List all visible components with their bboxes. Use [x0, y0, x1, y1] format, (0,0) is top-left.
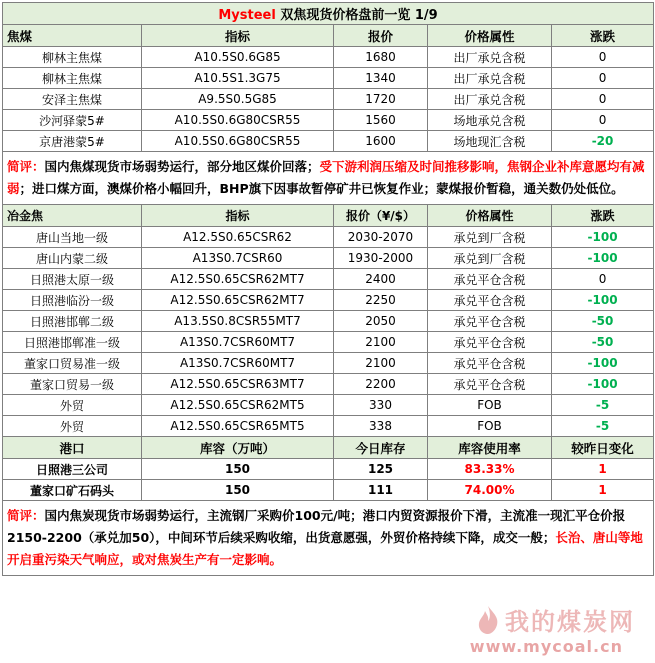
spec-cell: A12.5S0.65CSR63MT7	[142, 374, 334, 395]
flame-icon	[475, 605, 501, 635]
coking-coal-header-cell: 涨跌	[552, 25, 654, 47]
product-name: 安泽主焦煤	[3, 89, 142, 110]
met-coke-header-cell: 报价（¥/$）	[334, 205, 428, 227]
brand-name: Mysteel	[218, 8, 276, 23]
met-coke-header-cell: 涨跌	[552, 205, 654, 227]
table-row	[3, 311, 654, 332]
change-cell: -100	[552, 353, 654, 374]
change-cell: -20	[552, 131, 654, 152]
watermark-url: www.mycoal.cn	[469, 637, 623, 656]
port-name: 日照港三公司	[3, 459, 142, 480]
change-cell: 0	[552, 89, 654, 110]
price-cell: 2400	[334, 269, 428, 290]
coke-comment-text-a: 国内焦炭现货市场弱势运行，主流钢厂采购价100元/吨；港口内贸资源报价下滑，主流准一现汇平仓价报2150-2200（承兑加50），中间环节后续采购收缩，出货意愿强，外贸价格持续下降，成交一般；	[7, 508, 626, 545]
spec-cell: A10.5S1.3G75	[142, 68, 334, 89]
table-row	[3, 68, 654, 89]
spec-cell: A10.5S0.6G80CSR55	[142, 110, 334, 131]
table-row	[3, 89, 654, 110]
port-row	[3, 480, 654, 501]
product-name: 沙河驿蒙5#	[3, 110, 142, 131]
table-row	[3, 416, 654, 437]
table-row	[3, 290, 654, 311]
spec-cell: A13.5S0.8CSR55MT7	[142, 311, 334, 332]
price-cell: 2100	[334, 332, 428, 353]
attr-cell: 承兑平仓含税	[428, 269, 552, 290]
attr-cell: 承兑到厂含税	[428, 227, 552, 248]
port-header-cell: 港口	[3, 437, 142, 459]
title-text: 双焦现货价格盘前一览 1/9	[275, 8, 438, 23]
port-header-cell: 今日库存	[334, 437, 428, 459]
change-cell: 1	[552, 459, 654, 480]
product-name: 董家口贸易准一级	[3, 353, 142, 374]
table-row	[3, 374, 654, 395]
price-cell: 2200	[334, 374, 428, 395]
spec-cell: A12.5S0.65CSR65MT5	[142, 416, 334, 437]
attr-cell: 承兑平仓含税	[428, 332, 552, 353]
page-title	[3, 3, 654, 25]
spec-cell: A12.5S0.65CSR62MT7	[142, 269, 334, 290]
product-name: 唐山内蒙二级	[3, 248, 142, 269]
change-cell: -5	[552, 416, 654, 437]
stock-cell: 111	[334, 480, 428, 501]
coke-comment	[3, 501, 654, 576]
coke-comment-label: 简评：	[7, 508, 45, 523]
attr-cell: FOB	[428, 416, 552, 437]
price-cell: 2250	[334, 290, 428, 311]
spec-cell: A10.5S0.6G85	[142, 47, 334, 68]
change-cell: 1	[552, 480, 654, 501]
change-cell: -100	[552, 227, 654, 248]
table-row	[3, 227, 654, 248]
usage-cell: 74.00%	[428, 480, 552, 501]
coking-coal-header-cell: 价格属性	[428, 25, 552, 47]
attr-cell: 承兑到厂含税	[428, 248, 552, 269]
change-cell: 0	[552, 110, 654, 131]
price-cell: 1600	[334, 131, 428, 152]
stock-cell: 125	[334, 459, 428, 480]
spec-cell: A13S0.7CSR60MT7	[142, 332, 334, 353]
attr-cell: FOB	[428, 395, 552, 416]
attr-cell: 场地现汇含税	[428, 131, 552, 152]
met-coke-header-row	[3, 205, 654, 227]
price-cell: 1680	[334, 47, 428, 68]
price-cell: 2050	[334, 311, 428, 332]
table-row	[3, 332, 654, 353]
price-sheet	[2, 2, 653, 661]
change-cell: 0	[552, 68, 654, 89]
attr-cell: 出厂承兑含税	[428, 89, 552, 110]
attr-cell: 场地承兑含税	[428, 110, 552, 131]
attr-cell: 承兑平仓含税	[428, 290, 552, 311]
table-row	[3, 248, 654, 269]
port-row	[3, 459, 654, 480]
change-cell: -100	[552, 248, 654, 269]
attr-cell: 承兑平仓含税	[428, 374, 552, 395]
port-header-cell: 库容（万吨）	[142, 437, 334, 459]
coking-coal-comment-row	[3, 152, 654, 205]
product-name: 日照港邯郸二级	[3, 311, 142, 332]
change-cell: -50	[552, 311, 654, 332]
price-cell: 1560	[334, 110, 428, 131]
spec-cell: A10.5S0.6G80CSR55	[142, 131, 334, 152]
coking-coal-header-cell: 指标	[142, 25, 334, 47]
title-row	[3, 3, 654, 25]
spec-cell: A13S0.7CSR60MT7	[142, 353, 334, 374]
price-cell: 2030-2070	[334, 227, 428, 248]
product-name: 唐山当地一级	[3, 227, 142, 248]
product-name: 日照港临汾一级	[3, 290, 142, 311]
table-row	[3, 47, 654, 68]
table-row	[3, 395, 654, 416]
coking-coal-comment-label: 简评：	[7, 159, 45, 174]
price-table	[2, 2, 654, 576]
capacity-cell: 150	[142, 480, 334, 501]
price-cell: 330	[334, 395, 428, 416]
product-name: 外贸	[3, 395, 142, 416]
usage-cell: 83.33%	[428, 459, 552, 480]
met-coke-header-cell: 价格属性	[428, 205, 552, 227]
port-name: 董家口矿石码头	[3, 480, 142, 501]
attr-cell: 承兑平仓含税	[428, 353, 552, 374]
watermark-logo	[475, 602, 635, 637]
watermark-text: 我的煤炭网	[505, 608, 635, 636]
port-header-row	[3, 437, 654, 459]
attr-cell: 出厂承兑含税	[428, 47, 552, 68]
coking-coal-header-row	[3, 25, 654, 47]
change-cell: -100	[552, 290, 654, 311]
coking-coal-header-cell: 焦煤	[3, 25, 142, 47]
table-row	[3, 110, 654, 131]
spec-cell: A12.5S0.65CSR62MT7	[142, 290, 334, 311]
product-name: 日照港太原一级	[3, 269, 142, 290]
spec-cell: A9.5S0.5G85	[142, 89, 334, 110]
product-name: 日照港邯郸准一级	[3, 332, 142, 353]
spec-cell: A12.5S0.65CSR62MT5	[142, 395, 334, 416]
met-coke-header-cell: 指标	[142, 205, 334, 227]
price-cell: 338	[334, 416, 428, 437]
product-name: 京唐港蒙5#	[3, 131, 142, 152]
change-cell: 0	[552, 47, 654, 68]
price-cell: 1340	[334, 68, 428, 89]
spec-cell: A12.5S0.65CSR62	[142, 227, 334, 248]
change-cell: 0	[552, 269, 654, 290]
product-name: 董家口贸易一级	[3, 374, 142, 395]
product-name: 柳林主焦煤	[3, 47, 142, 68]
coking-coal-comment-text-a: 国内焦煤现货市场弱势运行，部分地区煤价回落；	[44, 159, 320, 174]
product-name: 柳林主焦煤	[3, 68, 142, 89]
coking-coal-header-cell: 报价	[334, 25, 428, 47]
table-row	[3, 269, 654, 290]
capacity-cell: 150	[142, 459, 334, 480]
coking-coal-comment-text-red: 受下游利润压缩及时间推移影响，焦钢企业补库意愿均有减弱	[7, 159, 645, 196]
attr-cell: 出厂承兑含税	[428, 68, 552, 89]
port-header-cell: 库容使用率	[428, 437, 552, 459]
coke-comment-text-red: 长治、唐山等地开启重污染天气响应，或对焦炭生产有一定影响。	[7, 530, 643, 567]
port-header-cell: 较昨日变化	[552, 437, 654, 459]
table-row	[3, 131, 654, 152]
coking-coal-comment-text-b: ；进口煤方面，澳煤价格小幅回升，BHP旗下因事故暂停矿井已恢复作业；蒙煤报价暂稳，通关数仍处低位。	[19, 181, 624, 196]
spec-cell: A13S0.7CSR60	[142, 248, 334, 269]
price-cell: 2100	[334, 353, 428, 374]
met-coke-header-cell: 冶金焦	[3, 205, 142, 227]
price-cell: 1930-2000	[334, 248, 428, 269]
change-cell: -100	[552, 374, 654, 395]
change-cell: -5	[552, 395, 654, 416]
attr-cell: 承兑平仓含税	[428, 311, 552, 332]
change-cell: -50	[552, 332, 654, 353]
coke-comment-row	[3, 501, 654, 576]
table-row	[3, 353, 654, 374]
price-cell: 1720	[334, 89, 428, 110]
product-name: 外贸	[3, 416, 142, 437]
coking-coal-comment	[3, 152, 654, 205]
